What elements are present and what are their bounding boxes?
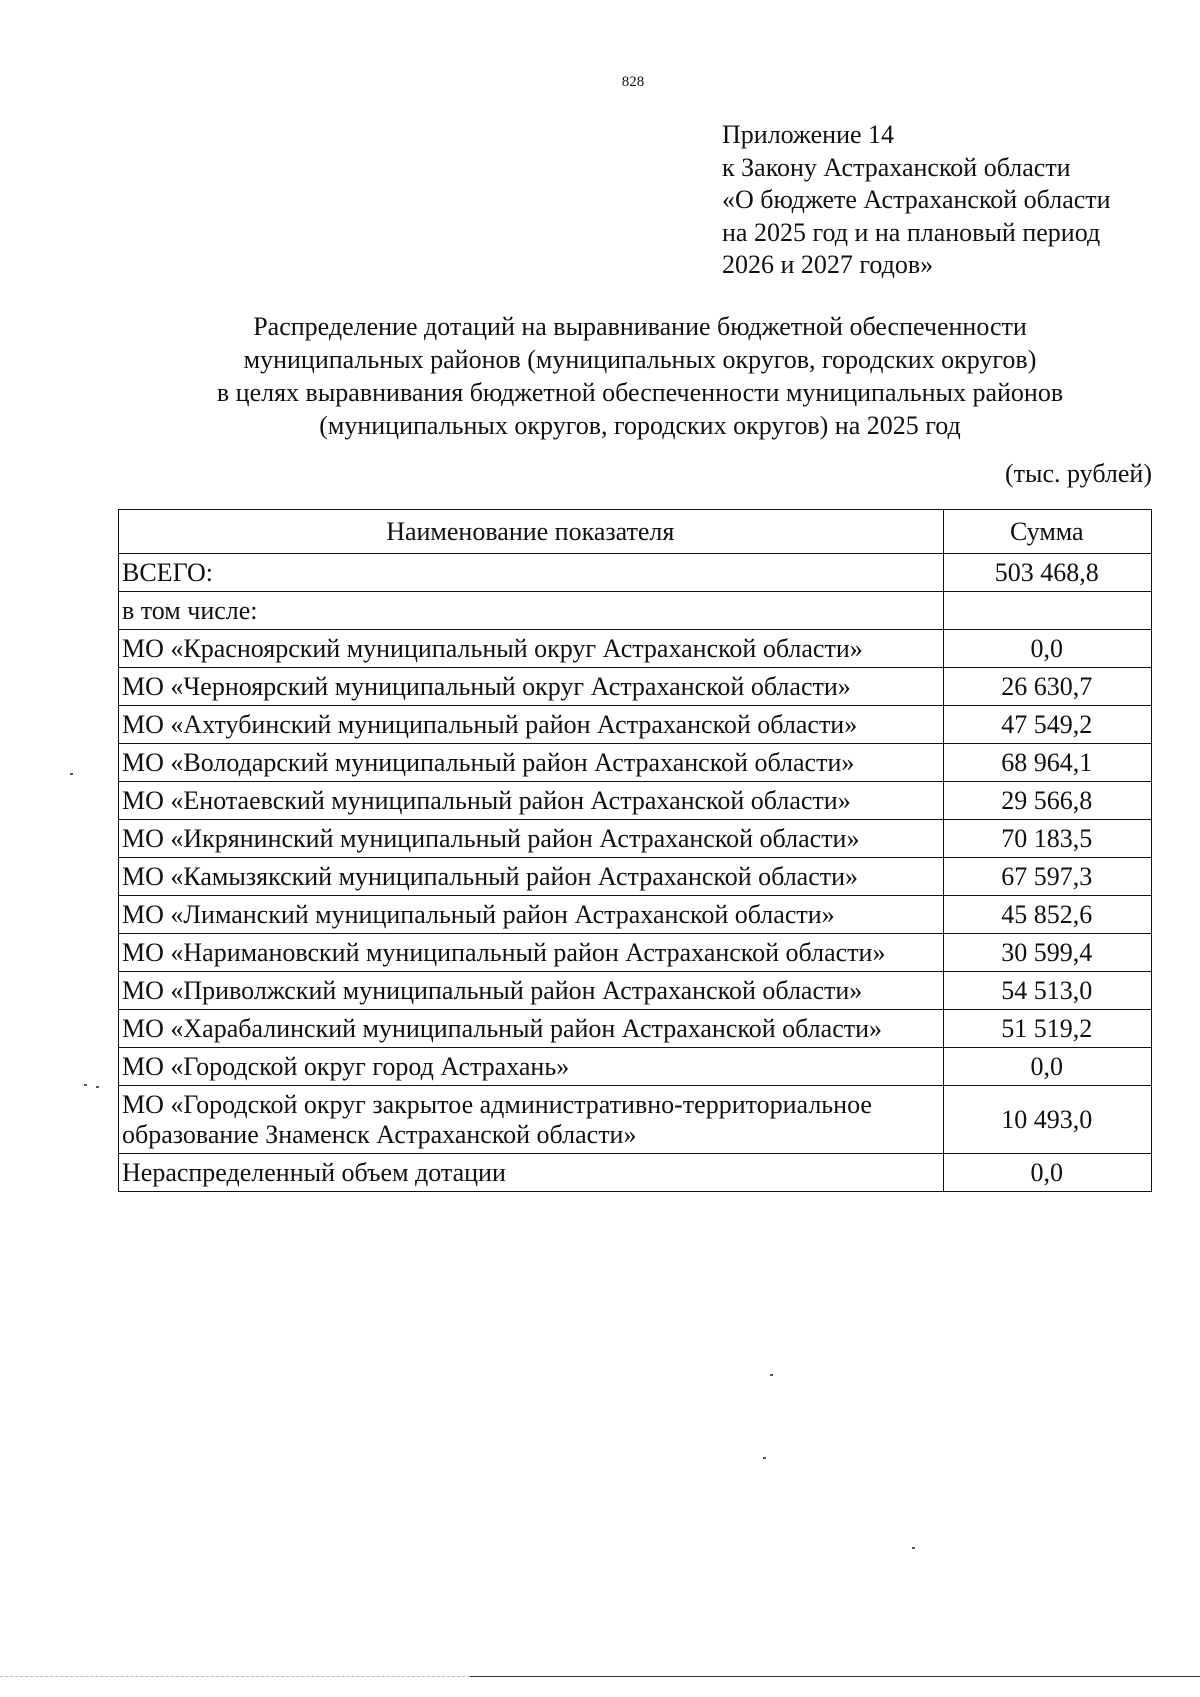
row-sum: 45 852,6 (943, 896, 1151, 934)
scan-edge-line (470, 1676, 1200, 1677)
table-row (119, 820, 1152, 858)
scan-speck (96, 1086, 99, 1088)
appendix-line: к Закону Астраханской области (722, 152, 1071, 182)
row-sum: 68 964,1 (943, 744, 1151, 782)
table-row (119, 744, 1152, 782)
row-sum (943, 592, 1151, 630)
units-label: (тыс. рублей) (1004, 459, 1152, 488)
row-sum: 30 599,4 (943, 934, 1151, 972)
table-row (119, 668, 1152, 706)
distribution-table (118, 509, 1152, 1192)
row-name: МО «Городской округ город Астрахань» (119, 1048, 944, 1086)
row-name: МО «Красноярский муниципальный округ Астраханской области» (119, 630, 944, 668)
row-sum: 0,0 (943, 1048, 1151, 1086)
page-number: 828 (621, 74, 645, 90)
row-sum: 47 549,2 (943, 706, 1151, 744)
title-line: (муниципальных округов, городских округов) на 2025 год (319, 411, 961, 440)
header-sum: Сумма (943, 510, 1151, 554)
row-name: МО «Городской округ закрытое административно-территориальное образование Знаменск Астраханской области» (119, 1086, 944, 1154)
table-row (119, 782, 1152, 820)
table-row (119, 630, 1152, 668)
row-sum: 503 468,8 (943, 554, 1151, 592)
table-row (119, 896, 1152, 934)
appendix-block (722, 119, 1111, 282)
row-sum: 26 630,7 (943, 668, 1151, 706)
table-row (119, 1010, 1152, 1048)
table-row (119, 972, 1152, 1010)
table-row (119, 592, 1152, 630)
row-name: МО «Лиманский муниципальный район Астраханской области» (119, 896, 944, 934)
row-sum: 70 183,5 (943, 820, 1151, 858)
document-title (120, 310, 1160, 442)
row-name: ВСЕГО: (119, 554, 944, 592)
row-sum: 0,0 (943, 630, 1151, 668)
row-name: МО «Наримановский муниципальный район Астраханской области» (119, 934, 944, 972)
appendix-line: на 2025 год и на плановый период (722, 217, 1101, 247)
scan-edge-line (0, 1676, 470, 1677)
row-name: в том числе: (119, 592, 944, 630)
row-sum: 10 493,0 (943, 1086, 1151, 1154)
scan-speck (84, 1084, 87, 1086)
title-line: муниципальных районов (муниципальных округов, городских округов) (243, 345, 1037, 374)
row-name: МО «Черноярский муниципальный округ Астраханской области» (119, 668, 944, 706)
table-row (119, 858, 1152, 896)
row-sum: 51 519,2 (943, 1010, 1151, 1048)
appendix-line: Приложение 14 (722, 120, 895, 149)
row-name: МО «Володарский муниципальный район Астраханской области» (119, 744, 944, 782)
row-name: МО «Икрянинский муниципальный район Астраханской области» (119, 820, 944, 858)
row-name: МО «Енотаевский муниципальный район Астраханской области» (119, 782, 944, 820)
row-sum: 67 597,3 (943, 858, 1151, 896)
row-sum: 29 566,8 (943, 782, 1151, 820)
table-header-row (119, 510, 1152, 554)
header-name: Наименование показателя (119, 510, 944, 554)
scan-speck (770, 1374, 773, 1376)
row-name: МО «Камызякский муниципальный район Астраханской области» (119, 858, 944, 896)
scan-speck (912, 1547, 915, 1549)
table-row (119, 554, 1152, 592)
row-name: МО «Ахтубинский муниципальный район Астраханской области» (119, 706, 944, 744)
row-name: МО «Харабалинский муниципальный район Астраханской области» (119, 1010, 944, 1048)
title-line: Распределение дотаций на выравнивание бюджетной обеспеченности (253, 312, 1027, 341)
row-name: МО «Приволжский муниципальный район Астраханской области» (119, 972, 944, 1010)
row-sum: 0,0 (943, 1154, 1151, 1192)
row-name: Нераспределенный объем дотации (119, 1154, 944, 1192)
table-row (119, 934, 1152, 972)
table-row (119, 1048, 1152, 1086)
row-sum: 54 513,0 (943, 972, 1151, 1010)
appendix-line: 2026 и 2027 годов» (722, 250, 934, 279)
title-line: в целях выравнивания бюджетной обеспеченности муниципальных районов (216, 378, 1064, 407)
table-row (119, 706, 1152, 744)
scan-speck (763, 1457, 766, 1459)
appendix-line: «О бюджете Астраханской области (722, 185, 1111, 214)
table-row (119, 1086, 1152, 1154)
scan-speck (70, 773, 73, 775)
table-row (119, 1154, 1152, 1192)
